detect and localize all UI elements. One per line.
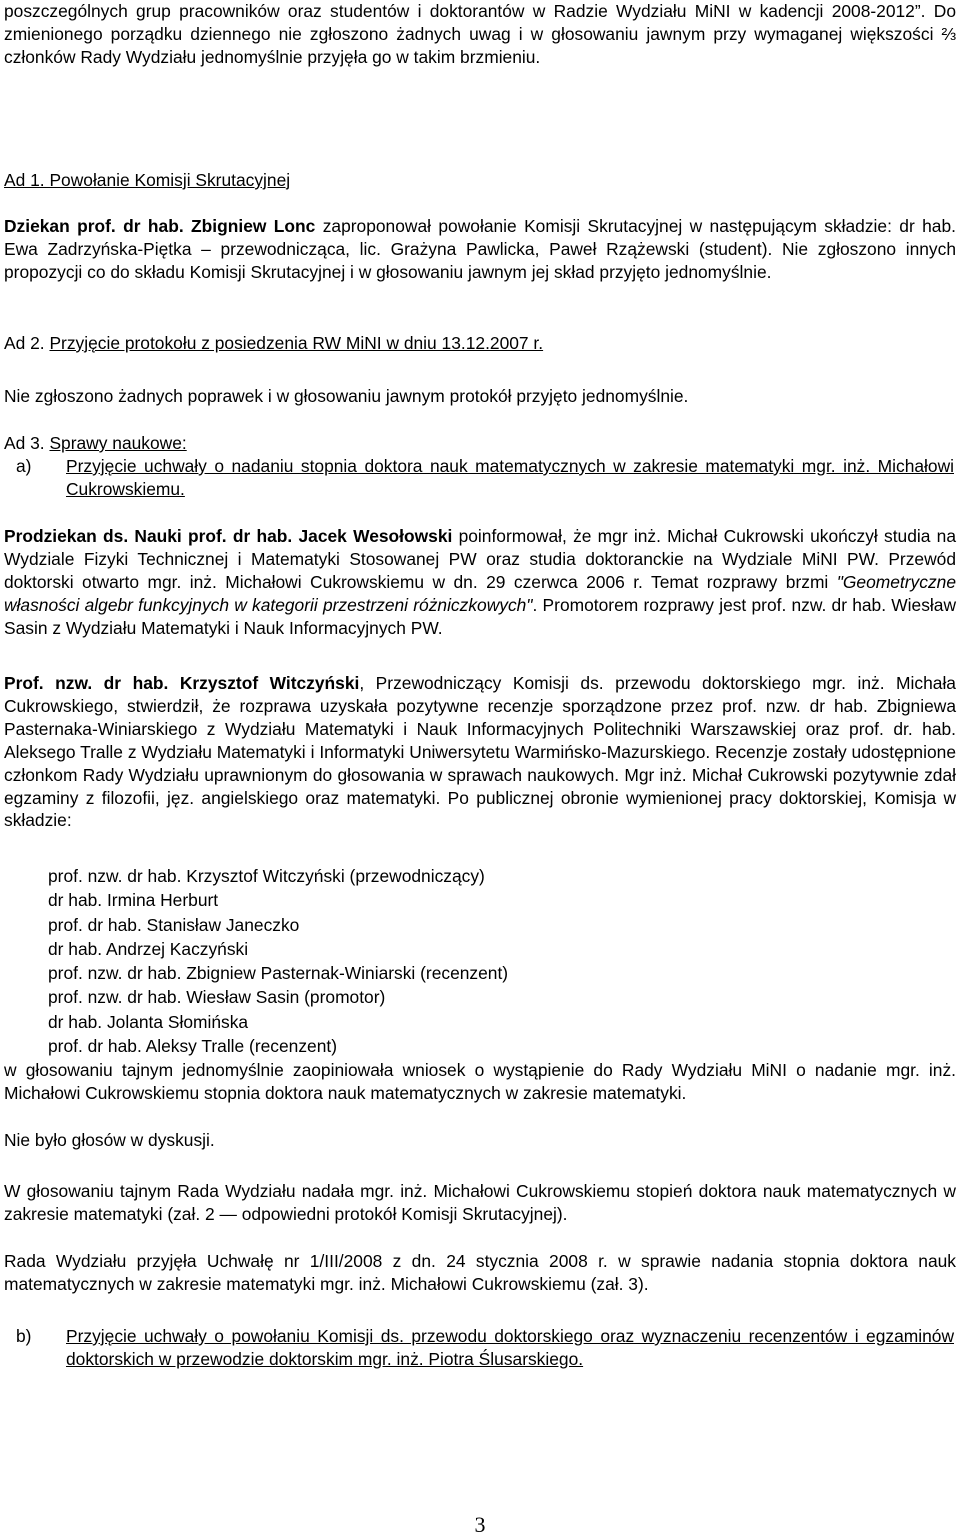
ad3-heading bbox=[4, 432, 956, 455]
page-number: 3 bbox=[474, 1512, 486, 1537]
ad2-paragraph: Nie zgłoszono żadnych poprawek i w głosowaniu jawnym protokół przyjęto jednomyślnie. bbox=[4, 386, 689, 406]
chair-name: Krzysztof Witczyński bbox=[179, 673, 360, 693]
intro-paragraph: poszczególnych grup pracowników oraz studentów i doktorantów w Radzie Wydziału MiNI w kadencji 2008-2012”. Do zmienionego porządku dziennego nie zgłoszono żadnych uwag i w głosowaniu jawnym przy wymaganej większości ⅔ członków Rady Wydziału jednomyślnie przyjęła go w takim brzmieniu. bbox=[4, 1, 956, 67]
item-a-text: Przyjęcie uchwały o nadaniu stopnia doktora nauk matematycznych w zakresie matematyki mgr. inż. Michałowi Cukrowskiemu. bbox=[66, 456, 954, 499]
committee-member: prof. dr hab. Stanisław Janeczko bbox=[48, 914, 300, 935]
prodean-name: Jacek Wesołowski bbox=[298, 526, 453, 546]
rada-paragraph: W głosowaniu tajnym Rada Wydziału nadała mgr. inż. Michałowi Cukrowskiemu stopień doktora nauk matematycznych w zakresie matematyki (zał. 2 — odpowiedni protokół Komisji Skrutacyjnej). bbox=[4, 1181, 956, 1224]
prodziekan-text1: poinformował, że mgr inż. Michał Cukrowski ukończył studia na Wydziale Fizyki Technicznej i Matematyki Stosowanej PW oraz studia doktoranckie na Wydziale MiNI PW. Przewód doktorski otwarto mgr. inż. Michałowi Cukrowskiemu w dn. 29 czerwca 2006 r. Temat rozprawy brzmi bbox=[4, 526, 956, 592]
prodean-title: Prodziekan ds. Nauki prof. dr hab. bbox=[4, 526, 293, 546]
committee-list bbox=[48, 864, 508, 1058]
committee-member: dr hab. Irmina Herburt bbox=[48, 890, 219, 911]
ad1-paragraph bbox=[4, 215, 956, 284]
committee-member: prof. nzw. dr hab. Wiesław Sasin (promotor) bbox=[48, 987, 386, 1008]
witczynski-text: , Przewodniczący Komisji ds. przewodu doktorskiego mgr. inż. Michała Cukrowskiego, stwierdził, że rozprawa uzyskała pozytywne recenzje sporządzone przez prof. nzw. dr hab. Zbigniewa Pasternaka-Winiarskiego z Wydziału Matematyki i Nauk Informacyjnych Politechniki Warszawskiej oraz prof. dr. hab. Aleksego Tralle z Wydziału Matematyki i Informatyki Uniwersytetu Warmińsko-Mazurskiego. Recenzje zostały udostępnione członkom Rady Wydziału uprawnionym do głosowania w sprawach naukowych. Mgr inż. Michał Cukrowski pozytywnie zdał egzaminy z filozofii, jęz. angielskiego oraz matematyki. Po publicznej obronie wymienionej pracy doktorskiej, Komisja w składzie: bbox=[4, 673, 956, 831]
item-b bbox=[16, 1325, 954, 1371]
uchwala-paragraph: Rada Wydziału przyjęła Uchwałę nr 1/III/2008 z dn. 24 stycznia 2008 r. w sprawie nadania stopnia doktora nauk matematycznych w zakresie matematyki mgr. inż. Michałowi Cukrowskiemu (zał. 3). bbox=[4, 1251, 956, 1294]
item-b-text: Przyjęcie uchwały o powołaniu Komisji ds. przewodu doktorskiego oraz wyznaczeniu recenzentów i egzaminów doktorskich w przewodzie doktorskim mgr. inż. Piotra Ślusarskiego. bbox=[66, 1326, 954, 1369]
ad3-title: Sprawy naukowe: bbox=[49, 433, 187, 453]
committee-member: prof. nzw. dr hab. Zbigniew Pasternak-Winiarski (recenzent) bbox=[48, 963, 509, 984]
no-votes-paragraph: Nie było głosów w dyskusji. bbox=[4, 1130, 215, 1150]
ad1-text: zaproponował powołanie Komisji Skrutacyjnej w następującym składzie: dr hab. Ewa Zadrzyńska-Piętka – przewodnicząca, lic. Grażyna Pawlicka, Paweł Rzążewski (student). Nie zgłoszono innych propozycji co do składu Komisji Skrutacyjnej i w głosowaniu jawnym jej skład przyjęto jednomyślnie. bbox=[4, 216, 956, 282]
ad2-title: Przyjęcie protokołu z posiedzenia RW MiNI w dniu 13.12.2007 r. bbox=[49, 333, 544, 353]
committee-member: prof. nzw. dr hab. Krzysztof Witczyński (przewodniczący) bbox=[48, 866, 485, 886]
item-a bbox=[16, 455, 954, 501]
thesis-title: "Geometryczne własności algebr funkcyjnych w kategorii przestrzeni różniczkowych" bbox=[4, 571, 956, 615]
chair-title: Prof. nzw. dr hab. bbox=[4, 673, 169, 693]
witczynski-paragraph bbox=[4, 672, 956, 832]
ad3-prefix: Ad 3. bbox=[4, 433, 50, 453]
committee-member: dr hab. Andrzej Kaczyński bbox=[48, 938, 249, 959]
item-a-marker: a) bbox=[16, 456, 32, 476]
committee-member: prof. dr hab. Aleksy Tralle (recenzent) bbox=[48, 1036, 338, 1057]
ad1-heading: Ad 1. Powołanie Komisji Skrutacyjnej bbox=[4, 170, 291, 190]
prodziekan-text2: . Promotorem rozprawy jest prof. nzw. dr hab. Wiesław Sasin z Wydziału Matematyki i Nauk Informacyjnych PW. bbox=[4, 594, 957, 638]
item-b-marker: b) bbox=[16, 1326, 32, 1346]
dean-name: Zbigniew Lonc bbox=[191, 216, 316, 236]
ad2-heading bbox=[4, 332, 956, 355]
ad2-prefix: Ad 2. bbox=[4, 333, 50, 353]
vote-paragraph: w głosowaniu tajnym jednomyślnie zaopiniowała wniosek o wystąpienie do Rady Wydziału MiNI o nadanie mgr. inż. Michałowi Cukrowskiemu stopnia doktora nauk matematycznych w zakresie matematyki. bbox=[4, 1060, 956, 1103]
committee-member: dr hab. Jolanta Słomińska bbox=[48, 1011, 249, 1032]
prodziekan-paragraph bbox=[4, 525, 956, 640]
dean-title: Dziekan prof. dr hab. bbox=[4, 216, 184, 236]
